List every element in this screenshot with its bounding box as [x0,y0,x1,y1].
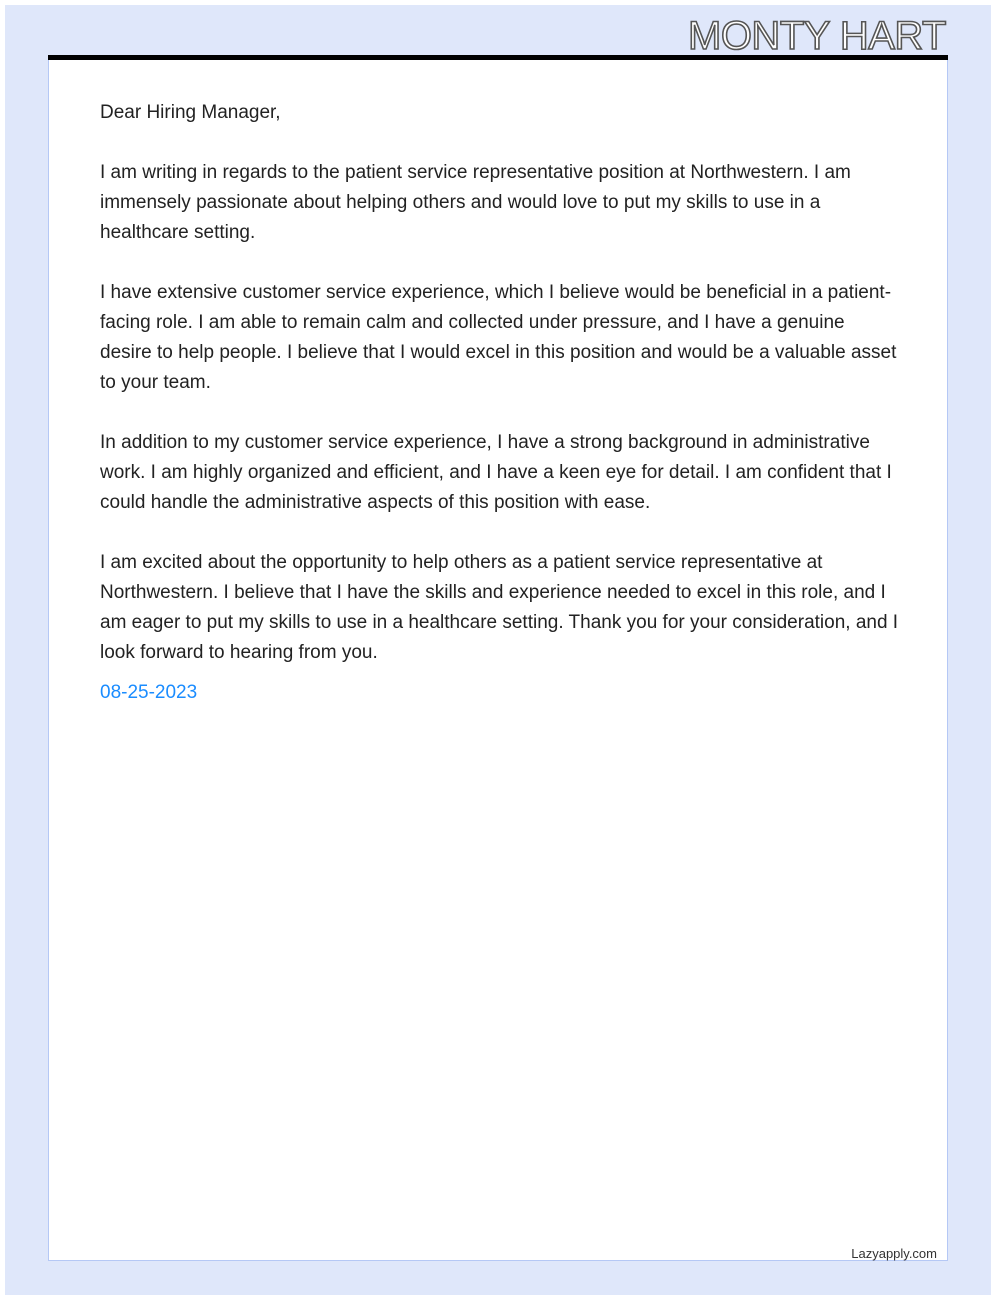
letter-body [100,98,900,708]
paragraph: I have extensive customer service experience, which I believe would be beneficial in a patient-facing role. I am able to remain calm and collected under pressure, and I have a genuine desire to help people. I believe that I would excel in this position and would be a valuable asset to your team. [100,282,897,393]
paragraph: I am writing in regards to the patient service representative position at Northwestern. I am immensely passionate about helping others and would love to put my skills to use in a healthcare setting. [100,162,851,243]
greeting: Dear Hiring Manager, [100,102,281,123]
applicant-name: MONTY HART [688,14,946,58]
footer-watermark: Lazyapply.com [851,1246,937,1261]
paragraph: I am excited about the opportunity to help others as a patient service representative at Northwestern. I believe that I have the skills and experience needed to excel in this role, and I am eager to put my skills to use in a healthcare setting. Thank you for your consideration, and I look forward to hearing from you. [100,552,899,663]
paragraph: In addition to my customer service experience, I have a strong background in administrative work. I am highly organized and efficient, and I have a keen eye for detail. I am confident that I could handle the administrative aspects of this position with ease. [100,432,892,513]
letter-date: 08-25-2023 [100,682,198,703]
